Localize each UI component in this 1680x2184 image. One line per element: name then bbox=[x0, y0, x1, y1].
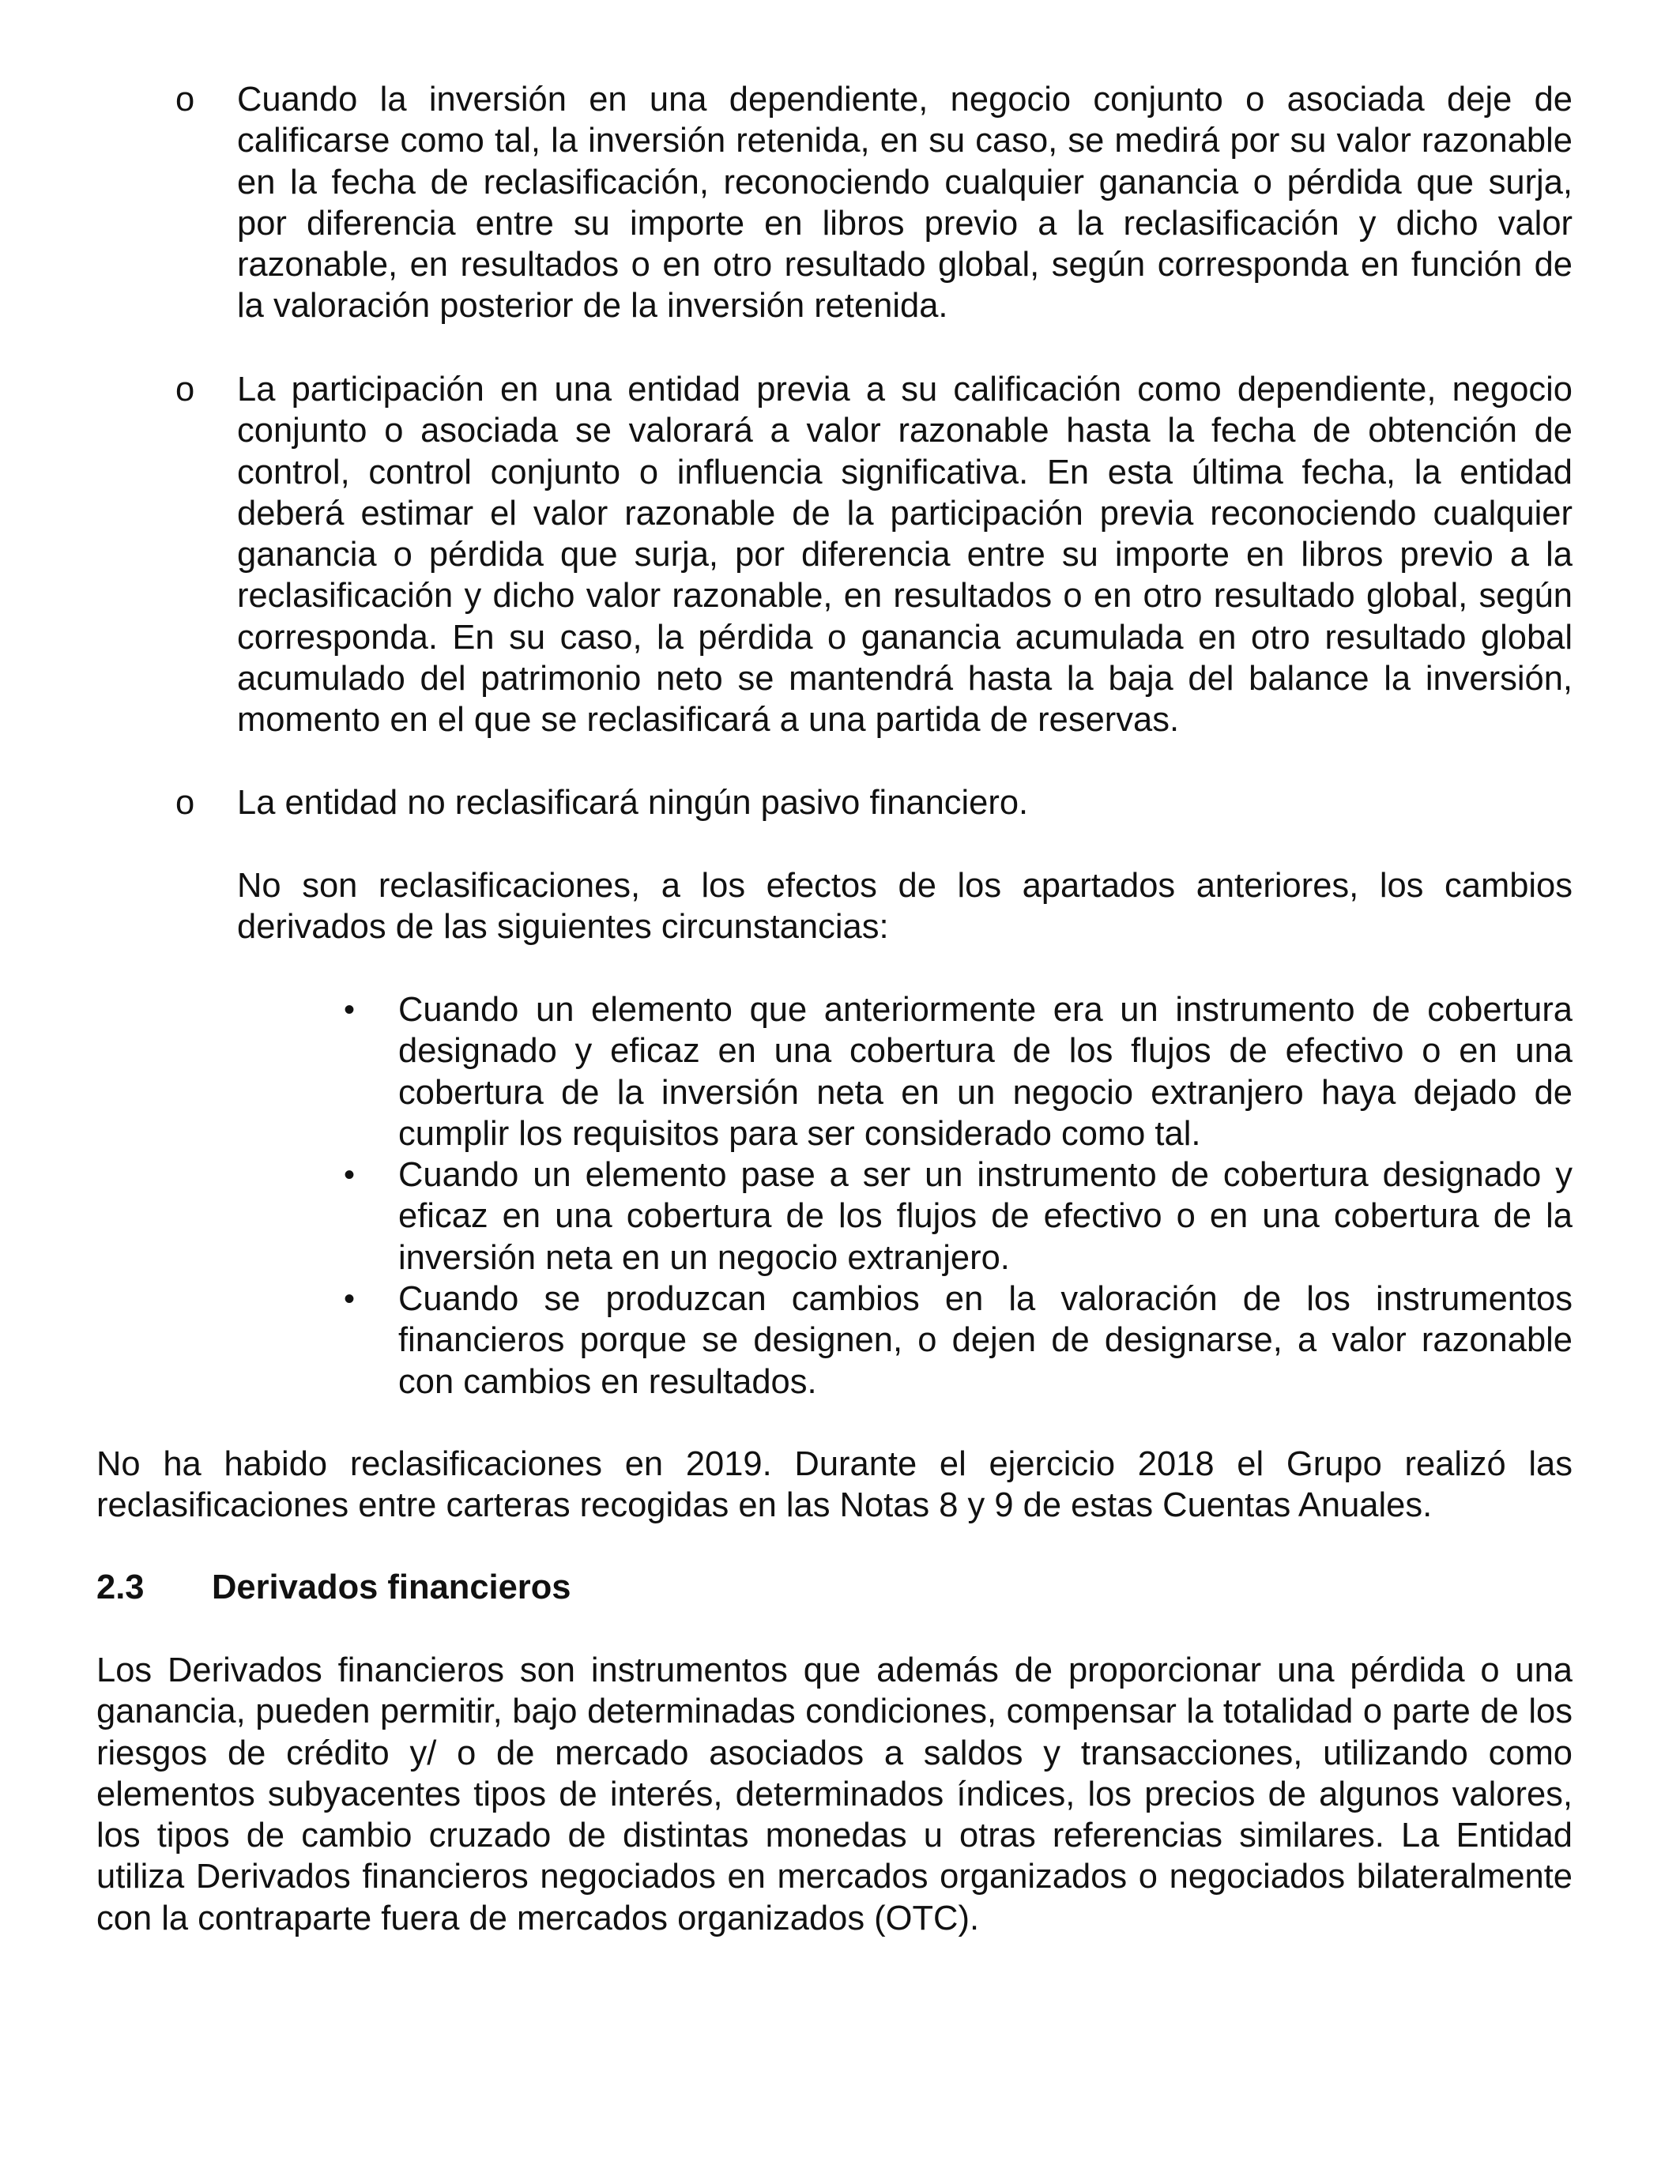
bullet-marker: • bbox=[343, 1282, 355, 1316]
reclassification-summary: No ha habido reclasificaciones en 2019. Durante el ejercicio 2018 el Grupo realizó las reclasificaciones entre carteras recogidas en las Notas 8 y 9 de estas Cuentas Anuales. bbox=[96, 1445, 1573, 1525]
bullet-item-hedge-ceased: Cuando un elemento que anteriormente era un instrumento de cobertura designado y eficaz en una cobertura de los flujos de efectivo o en una cobertura de la inversión neta en un negocio extranjero haya dejado de cumplir los requisitos para ser considerado como tal. bbox=[398, 991, 1573, 1153]
list-marker-o: o bbox=[175, 784, 195, 822]
section-number: 2.3 bbox=[96, 1568, 145, 1606]
bullet-item-becomes-hedge: Cuando un elemento pase a ser un instrumento de cobertura designado y eficaz en una cobertura de los flujos de efectivo o en una cobertura de la inversión neta en un negocio extranjero. bbox=[398, 1156, 1573, 1277]
derivatives-paragraph: Los Derivados financieros son instrumentos que además de proporcionar una pérdida o una ganancia, pueden permitir, bajo determinadas condiciones, compensar la totalidad o parte de los riesgos de crédito y/ o de mercado asociados a saldos y transacciones, utilizando como elementos subyacentes tipos de interés, determinados índices, los precios de algunos valores, los tipos de cambio cruzado de distintas monedas u otras referencias similares. La Entidad utiliza Derivados financieros negociados en mercados organizados o negociados bilateralmente con la contraparte fuera de mercados organizados (OTC). bbox=[96, 1651, 1573, 1937]
list-marker-o: o bbox=[175, 81, 195, 119]
section-title: Derivados financieros bbox=[212, 1568, 571, 1606]
list-item-retained-investment: Cuando la inversión en una dependiente, negocio conjunto o asociada deje de calificarse como tal, la inversión retenida, en su caso, se medirá por su valor razonable en la fecha de reclasificación, reconociendo cualquier ganancia o pérdida que surja, por diferencia entre su importe en libros previo a la reclasificación y dicho valor razonable, en resultados o en otro resultado global, según corresponda en función de la valoración posterior de la inversión retenida. bbox=[237, 81, 1573, 326]
list-item-prior-participation: La participación en una entidad previa a su calificación como dependiente, negocio conjunto o asociada se valorará a valor razonable hasta la fecha de obtención de control, control conjunto o influencia significativa. En esta última fecha, la entidad deberá estimar el valor razonable de la participación previa reconociendo cualquier ganancia o pérdida que surja, por diferencia entre su importe en libros previo a la reclasificación y dicho valor razonable, en resultados o en otro resultado global, según corresponda. En su caso, la pérdida o ganancia acumulada en otro resultado global acumulado del patrimonio neto se mantendrá hasta la baja del balance la inversión, momento en el que se reclasificará a una partida de reservas. bbox=[237, 371, 1573, 740]
bullet-marker: • bbox=[343, 1158, 355, 1192]
bullet-marker: • bbox=[343, 992, 355, 1027]
bullet-item-fair-value-designation: Cuando se produzcan cambios en la valoración de los instrumentos financieros porque se designen, o dejen de designarse, a valor razonable con cambios en resultados. bbox=[398, 1280, 1573, 1401]
list-item-financial-liability: La entidad no reclasificará ningún pasivo financiero. bbox=[237, 784, 1029, 822]
list-marker-o: o bbox=[175, 371, 195, 409]
no-reclassification-intro: No son reclasificaciones, a los efectos de los apartados anteriores, los cambios derivados de las siguientes circunstancias: bbox=[237, 867, 1573, 947]
